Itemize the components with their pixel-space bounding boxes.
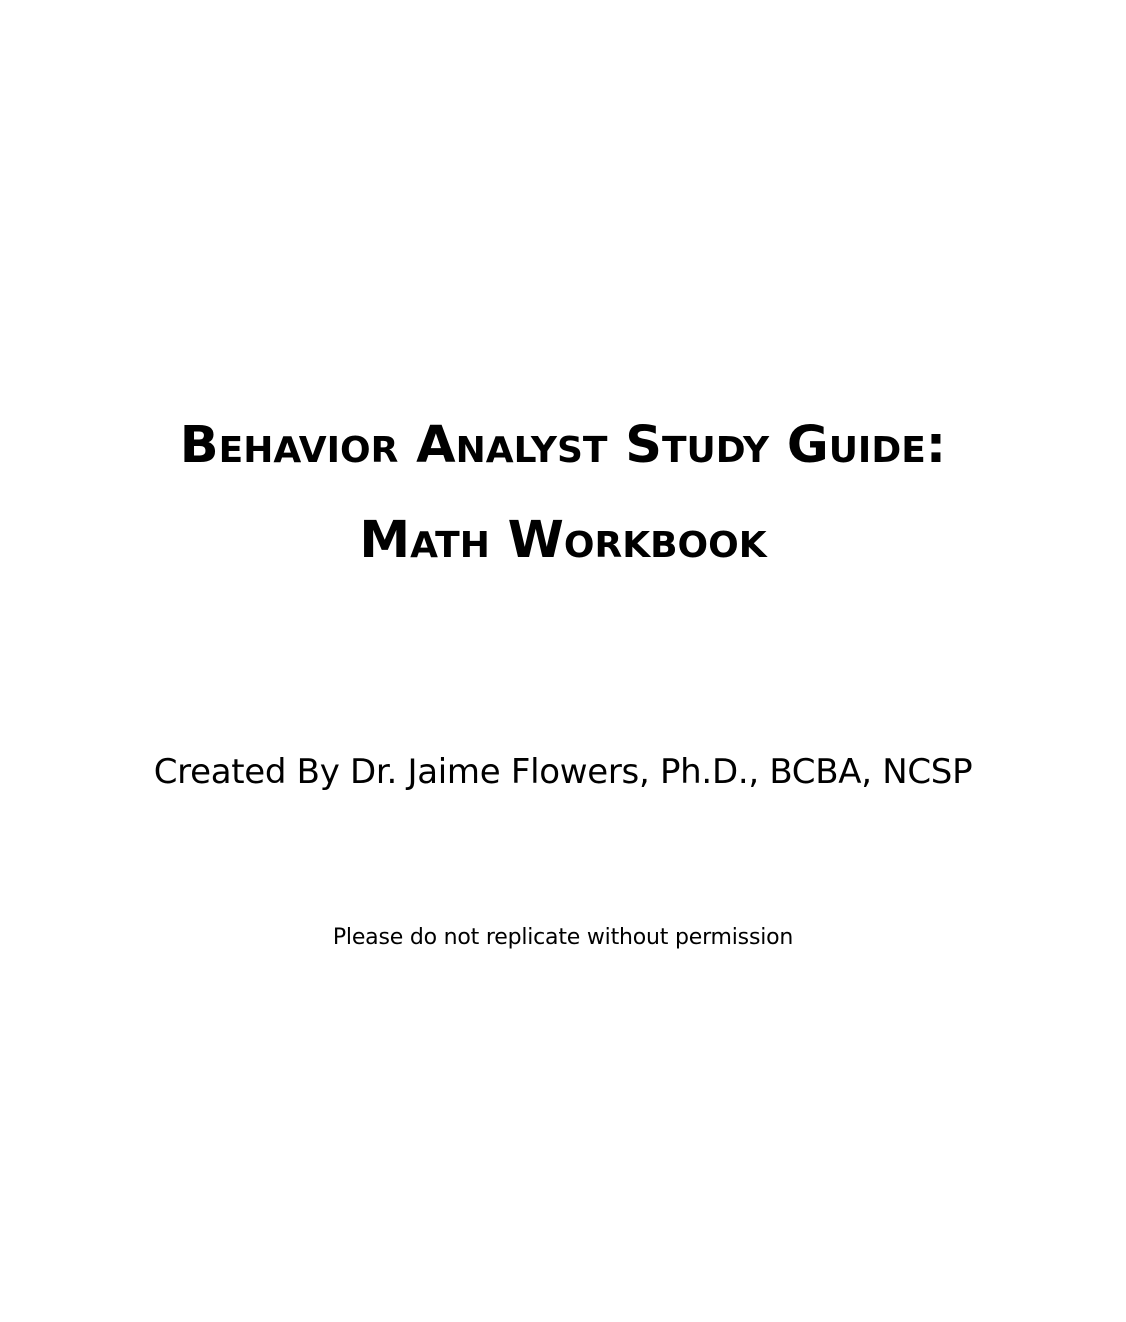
document-title-line-2: Math Workbook <box>359 511 767 570</box>
document-title-line-1: Behavior Analyst Study Guide: <box>179 416 947 475</box>
copyright-notice: Please do not replicate without permission <box>332 925 794 950</box>
author-credit: Created By Dr. Jaime Flowers, Ph.D., BCBA, NCSP <box>153 752 973 792</box>
